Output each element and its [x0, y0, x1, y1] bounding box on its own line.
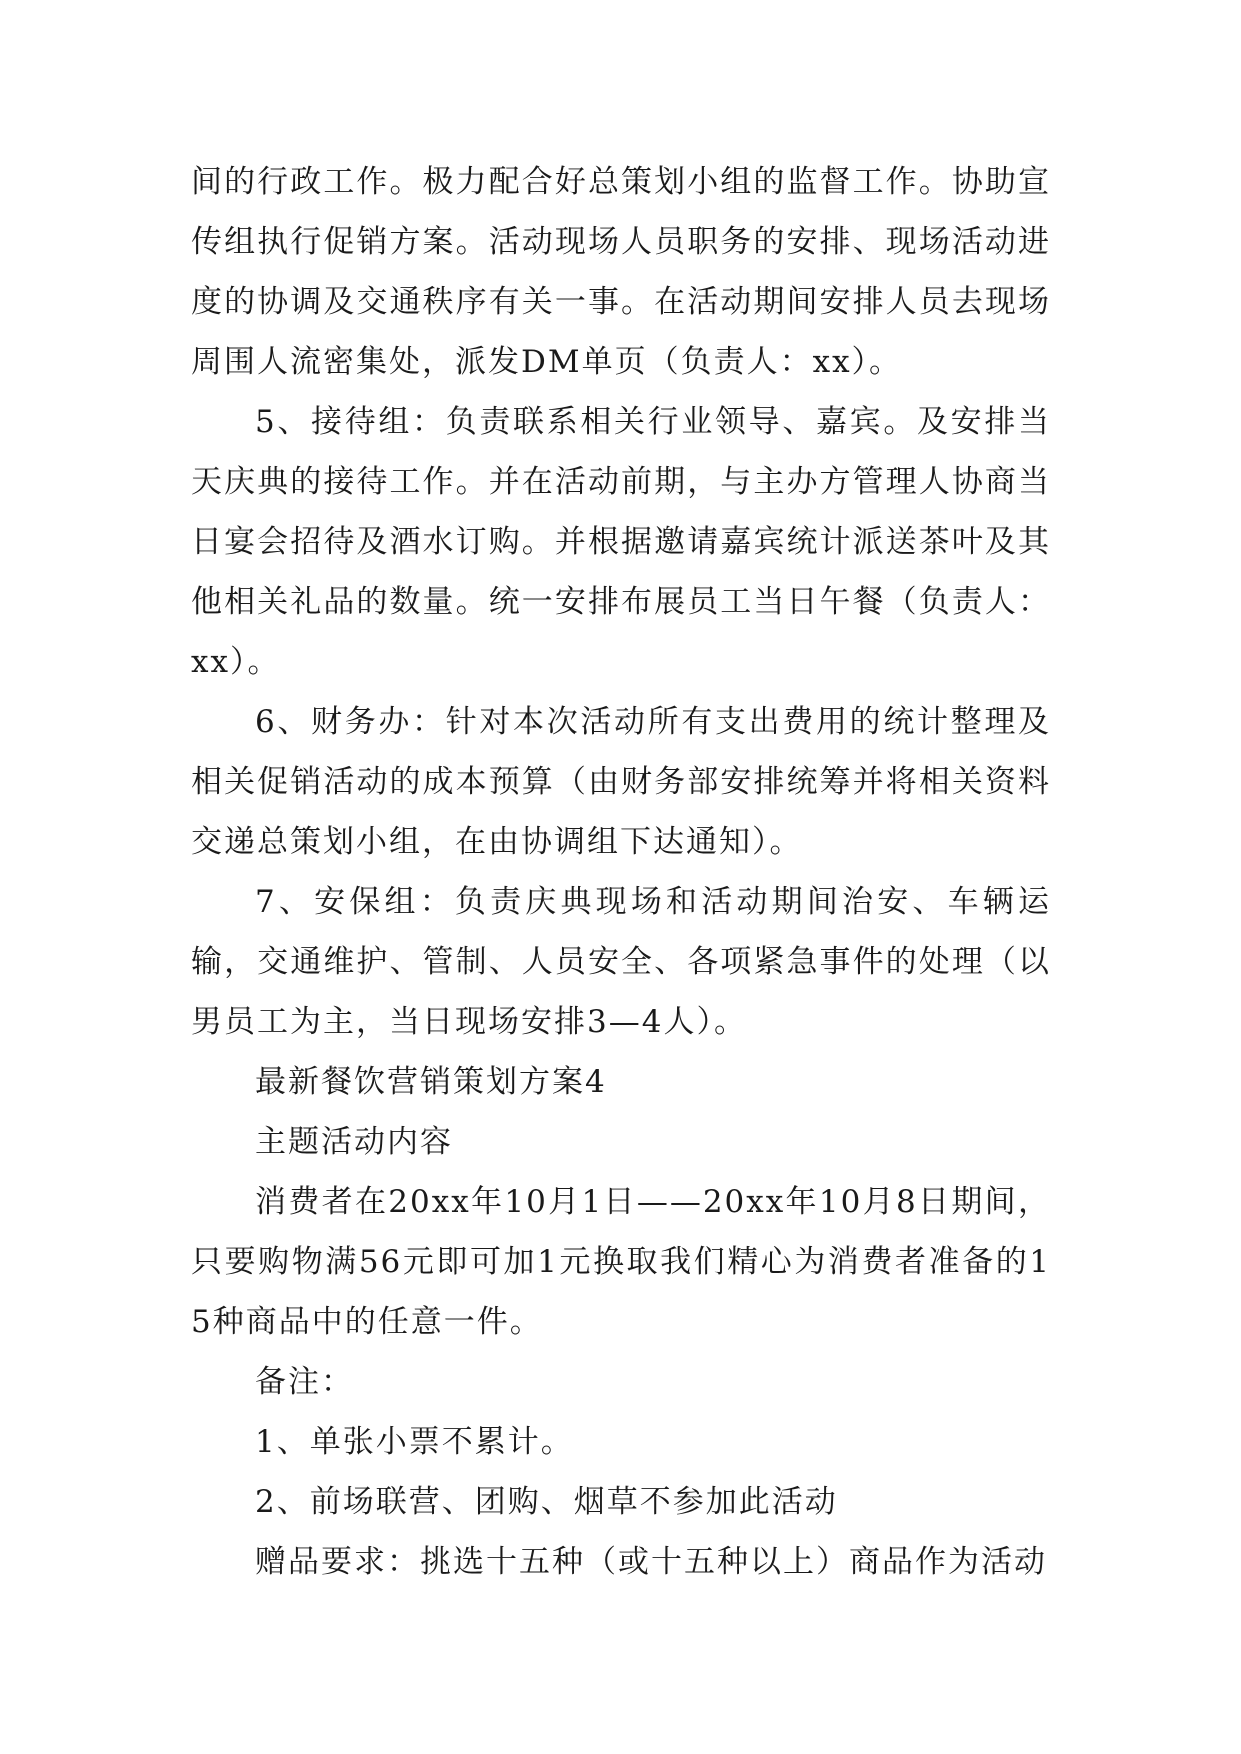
document-body [191, 152, 1051, 1592]
sub-heading: 主题活动内容 [255, 1124, 453, 1160]
note-label: 备注： [255, 1364, 354, 1400]
note-item-1: 1、单张小票不累计。 [255, 1424, 574, 1460]
paragraph-4: 7、安保组：负责庆典现场和活动期间治安、车辆运输，交通维护、管制、人员安全、各项紧急事件的处理（以男员工为主，当日现场安排3—4人）。 [191, 884, 1051, 1040]
paragraph-5: 消费者在20xx年10月1日——20xx年10月8日期间，只要购物满56元即可加1元换取我们精心为消费者准备的15种商品中的任意一件。 [191, 1184, 1051, 1340]
paragraph-6: 赠品要求：挑选十五种（或十五种以上）商品作为活动 [255, 1544, 1047, 1580]
paragraph-3: 6、财务办：针对本次活动所有支出费用的统计整理及相关促销活动的成本预算（由财务部安排统筹并将相关资料交递总策划小组，在由协调组下达通知）。 [191, 704, 1051, 860]
section-heading: 最新餐饮营销策划方案4 [255, 1064, 607, 1100]
note-item-2: 2、前场联营、团购、烟草不参加此活动 [255, 1484, 838, 1520]
paragraph-2: 5、接待组：负责联系相关行业领导、嘉宾。及安排当天庆典的接待工作。并在活动前期，与主办方管理人协商当日宴会招待及酒水订购。并根据邀请嘉宾统计派送茶叶及其他相关礼品的数量。统一安排布展员工当日午餐（负责人：xx）。 [191, 404, 1051, 680]
paragraph-1: 间的行政工作。极力配合好总策划小组的监督工作。协助宣传组执行促销方案。活动现场人员职务的安排、现场活动进度的协调及交通秩序有关一事。在活动期间安排人员去现场周围人流密集处，派发DM单页（负责人：xx）。 [191, 164, 1051, 380]
